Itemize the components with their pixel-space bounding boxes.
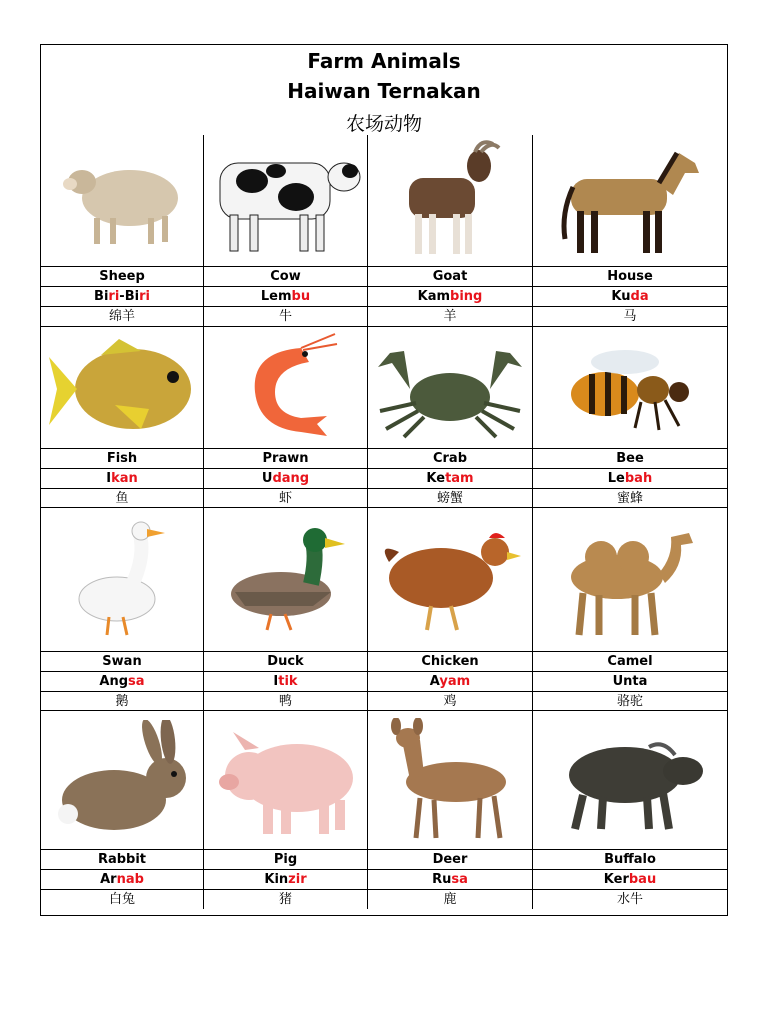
malay-syllable-highlight: tam [445,471,474,486]
animal-row [41,710,727,909]
chinese-name: 鱼 [41,488,203,508]
cow-icon [204,135,367,266]
english-name: House [533,266,727,286]
animal-card [41,508,204,711]
camel-icon [533,508,727,651]
english-name: Prawn [204,448,367,468]
malay-syllable: I [106,471,112,486]
sheep-icon [41,135,203,266]
chinese-name: 骆驼 [533,691,727,711]
malay-syllable: Ar [100,872,117,887]
english-name: Camel [533,651,727,671]
animal-card [204,135,368,326]
malay-syllable-highlight: zir [288,872,307,887]
malay-name [368,468,532,488]
malay-syllable-highlight: bau [628,872,657,887]
malay-syllable: Ru [432,872,452,887]
chinese-name: 螃蟹 [368,488,532,508]
english-name: Crab [368,448,532,468]
malay-syllable: Ku [611,289,631,304]
malay-syllable: I [273,674,279,689]
pig-icon [204,711,367,849]
malay-syllable-highlight: bu [291,289,311,304]
malay-syllable: Unta [612,674,648,689]
malay-name [204,286,367,306]
animal-card [533,711,727,909]
chinese-name: 鹅 [41,691,203,711]
malay-syllable-highlight: bah [624,471,653,486]
animal-card [204,327,368,508]
rabbit-icon [41,711,203,849]
animal-card [368,135,533,326]
animal-card [204,711,368,909]
animal-card [368,327,533,508]
english-name: Sheep [41,266,203,286]
animal-card [41,135,204,326]
duck-icon [204,508,367,651]
malay-name [41,671,203,691]
malay-syllable: Kam [417,289,451,304]
english-name: Chicken [368,651,532,671]
animal-card [533,508,727,711]
malay-syllable-highlight: da [630,289,649,304]
animal-card [41,327,204,508]
bee-icon [533,327,727,448]
malay-name [533,671,727,691]
animal-card [368,508,533,711]
malay-name [368,286,532,306]
chinese-name: 蜜蜂 [533,488,727,508]
title-malay: Haiwan Ternakan [287,79,481,103]
animal-card [204,508,368,711]
animal-card [368,711,533,909]
malay-syllable: U [261,471,273,486]
malay-name [368,869,532,889]
malay-syllable: Kin [264,872,289,887]
malay-name [204,671,367,691]
english-name: Buffalo [533,849,727,869]
malay-syllable-highlight: bing [450,289,483,304]
malay-name [368,671,532,691]
malay-syllable-highlight: ri [139,289,150,304]
chinese-name: 牛 [204,306,367,326]
malay-syllable-highlight: yam [439,674,471,689]
malay-syllable: Ker [603,872,629,887]
malay-name [533,869,727,889]
malay-syllable-highlight: sa [128,674,145,689]
animal-row [41,135,727,326]
english-name: Swan [41,651,203,671]
chinese-name: 鹿 [368,889,532,909]
malay-syllable-highlight: nab [116,872,144,887]
goose-icon [41,508,203,651]
animal-row [41,326,727,508]
english-name: Bee [533,448,727,468]
buffalo-icon [533,711,727,849]
malay-syllable-highlight: ri [108,289,120,304]
chinese-name: 鸭 [204,691,367,711]
sheet-header [41,45,727,135]
english-name: Rabbit [41,849,203,869]
chinese-name: 鸡 [368,691,532,711]
chinese-name: 虾 [204,488,367,508]
english-name: Deer [368,849,532,869]
english-name: Duck [204,651,367,671]
english-name: Pig [204,849,367,869]
english-name: Cow [204,266,367,286]
malay-syllable: -Bi [119,289,140,304]
chinese-name: 绵羊 [41,306,203,326]
malay-syllable: Bi [94,289,109,304]
chinese-name: 水牛 [533,889,727,909]
malay-syllable: A [429,674,440,689]
malay-syllable: Lem [260,289,292,304]
title-english: Farm Animals [307,49,461,73]
malay-syllable-highlight: kan [111,471,138,486]
malay-name [533,286,727,306]
malay-syllable-highlight: sa [451,872,468,887]
malay-name [41,286,203,306]
malay-name [533,468,727,488]
malay-syllable: Le [607,471,625,486]
malay-syllable-highlight: dang [272,471,310,486]
prawn-icon [204,327,367,448]
title-chinese: 农场动物 [345,113,422,135]
animal-card [533,327,727,508]
animal-card [41,711,204,909]
malay-name [204,869,367,889]
fish-icon [41,327,203,448]
malay-name [204,468,367,488]
malay-syllable-highlight: tik [278,674,298,689]
horse-icon [533,135,727,266]
crab-icon [368,327,532,448]
chinese-name: 白兔 [41,889,203,909]
malay-name [41,869,203,889]
chinese-name: 羊 [368,306,532,326]
animal-row [41,507,727,711]
animal-card [533,135,727,326]
english-name: Fish [41,448,203,468]
malay-syllable: Ke [426,471,446,486]
goat-icon [368,135,532,266]
malay-name [41,468,203,488]
malay-syllable: Ang [99,674,129,689]
chinese-name: 马 [533,306,727,326]
english-name: Goat [368,266,532,286]
deer-icon [368,711,532,849]
vocabulary-sheet [40,44,728,916]
chicken-icon [368,508,532,651]
chinese-name: 猪 [204,889,367,909]
